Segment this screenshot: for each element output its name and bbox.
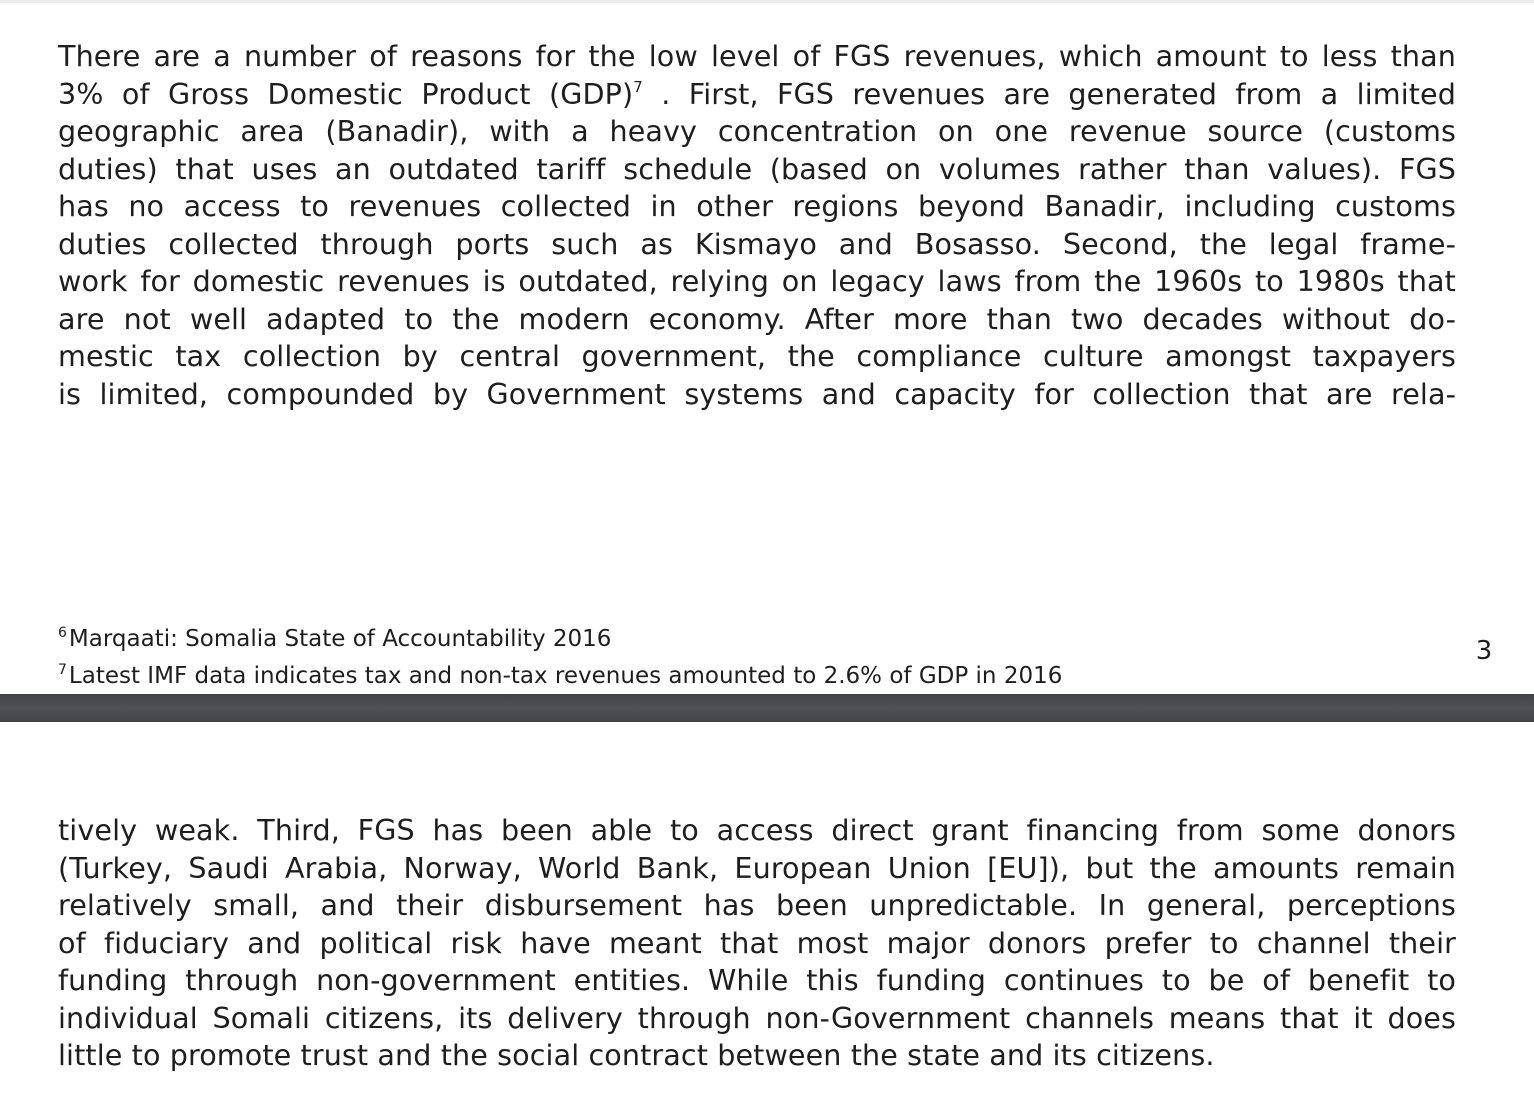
footnote-mark: 7 — [58, 662, 67, 678]
paragraph-line: individual Somali citizens, its delivery through non-Government channels means that it does — [58, 1000, 1456, 1035]
document-page-4 — [0, 722, 1534, 1106]
paragraph-line: geographic area (Banadir), with a heavy concentration on one revenue source (customs — [58, 114, 1456, 148]
paragraph-line: mestic tax collection by central government, the compliance culture amongst taxpayers — [58, 339, 1456, 373]
footnote-7 — [58, 655, 1358, 692]
footnote-6 — [58, 618, 1358, 655]
body-paragraph-revenues — [58, 38, 1456, 413]
paragraph-line: is limited, compounded by Government systems and capacity for collection that are rela- — [58, 376, 1456, 411]
footnote-mark: 6 — [58, 625, 67, 641]
footnote-text: Latest IMF data indicates tax and non-tax revenues amounted to 2.6% of GDP in 2016 — [68, 663, 1063, 689]
paragraph-line: of fiduciary and political risk have meant that most major donors prefer to channel their — [58, 925, 1456, 960]
paragraph-line: tively weak. Third, FGS has been able to access direct grant financing from some donors — [58, 813, 1456, 847]
page-separator — [0, 694, 1534, 722]
paragraph-line: There are a number of reasons for the low level of FGS revenues, which amount to less than — [58, 39, 1456, 73]
paragraph-line: funding through non-government entities. While this funding continues to be of benefit to — [58, 963, 1456, 997]
paragraph-line: duties collected through ports such as Kismayo and Bosasso. Second, the legal frame- — [58, 226, 1456, 261]
body-paragraph-continued — [58, 812, 1456, 1075]
paragraph-line: little to promote trust and the social contract between the state and its citizens. — [58, 1038, 1215, 1072]
paragraph-line: are not well adapted to the modern economy. After more than two decades without do- — [58, 301, 1456, 336]
paragraph-line-tail: . First, FGS revenues are generated from a limited — [661, 76, 1456, 111]
paragraph-line: relatively small, and their disbursement has been unpredictable. In general, perceptions — [58, 888, 1456, 922]
footnote-reference-7[interactable]: 7 — [633, 77, 643, 96]
page-number: 3 — [1475, 636, 1493, 666]
footnote-text: Marqaati: Somalia State of Accountability 2016 — [68, 626, 612, 652]
paragraph-line — [58, 76, 1456, 114]
paragraph-line: work for domestic revenues is outdated, relying on legacy laws from the 1960s to 1980s that — [58, 264, 1456, 298]
paragraph-line: duties) that uses an outdated tariff schedule (based on volumes rather than values). FGS — [58, 151, 1456, 186]
page-top-edge — [0, 0, 1534, 3]
paragraph-line-text: 3% of Gross Domestic Product (GDP) — [58, 76, 634, 111]
paragraph-line: (Turkey, Saudi Arabia, Norway, World Bank, European Union [EU]), but the amounts remain — [58, 850, 1456, 885]
footnotes — [58, 618, 1358, 692]
paragraph-line: has no access to revenues collected in other regions beyond Banadir, including customs — [58, 189, 1456, 223]
